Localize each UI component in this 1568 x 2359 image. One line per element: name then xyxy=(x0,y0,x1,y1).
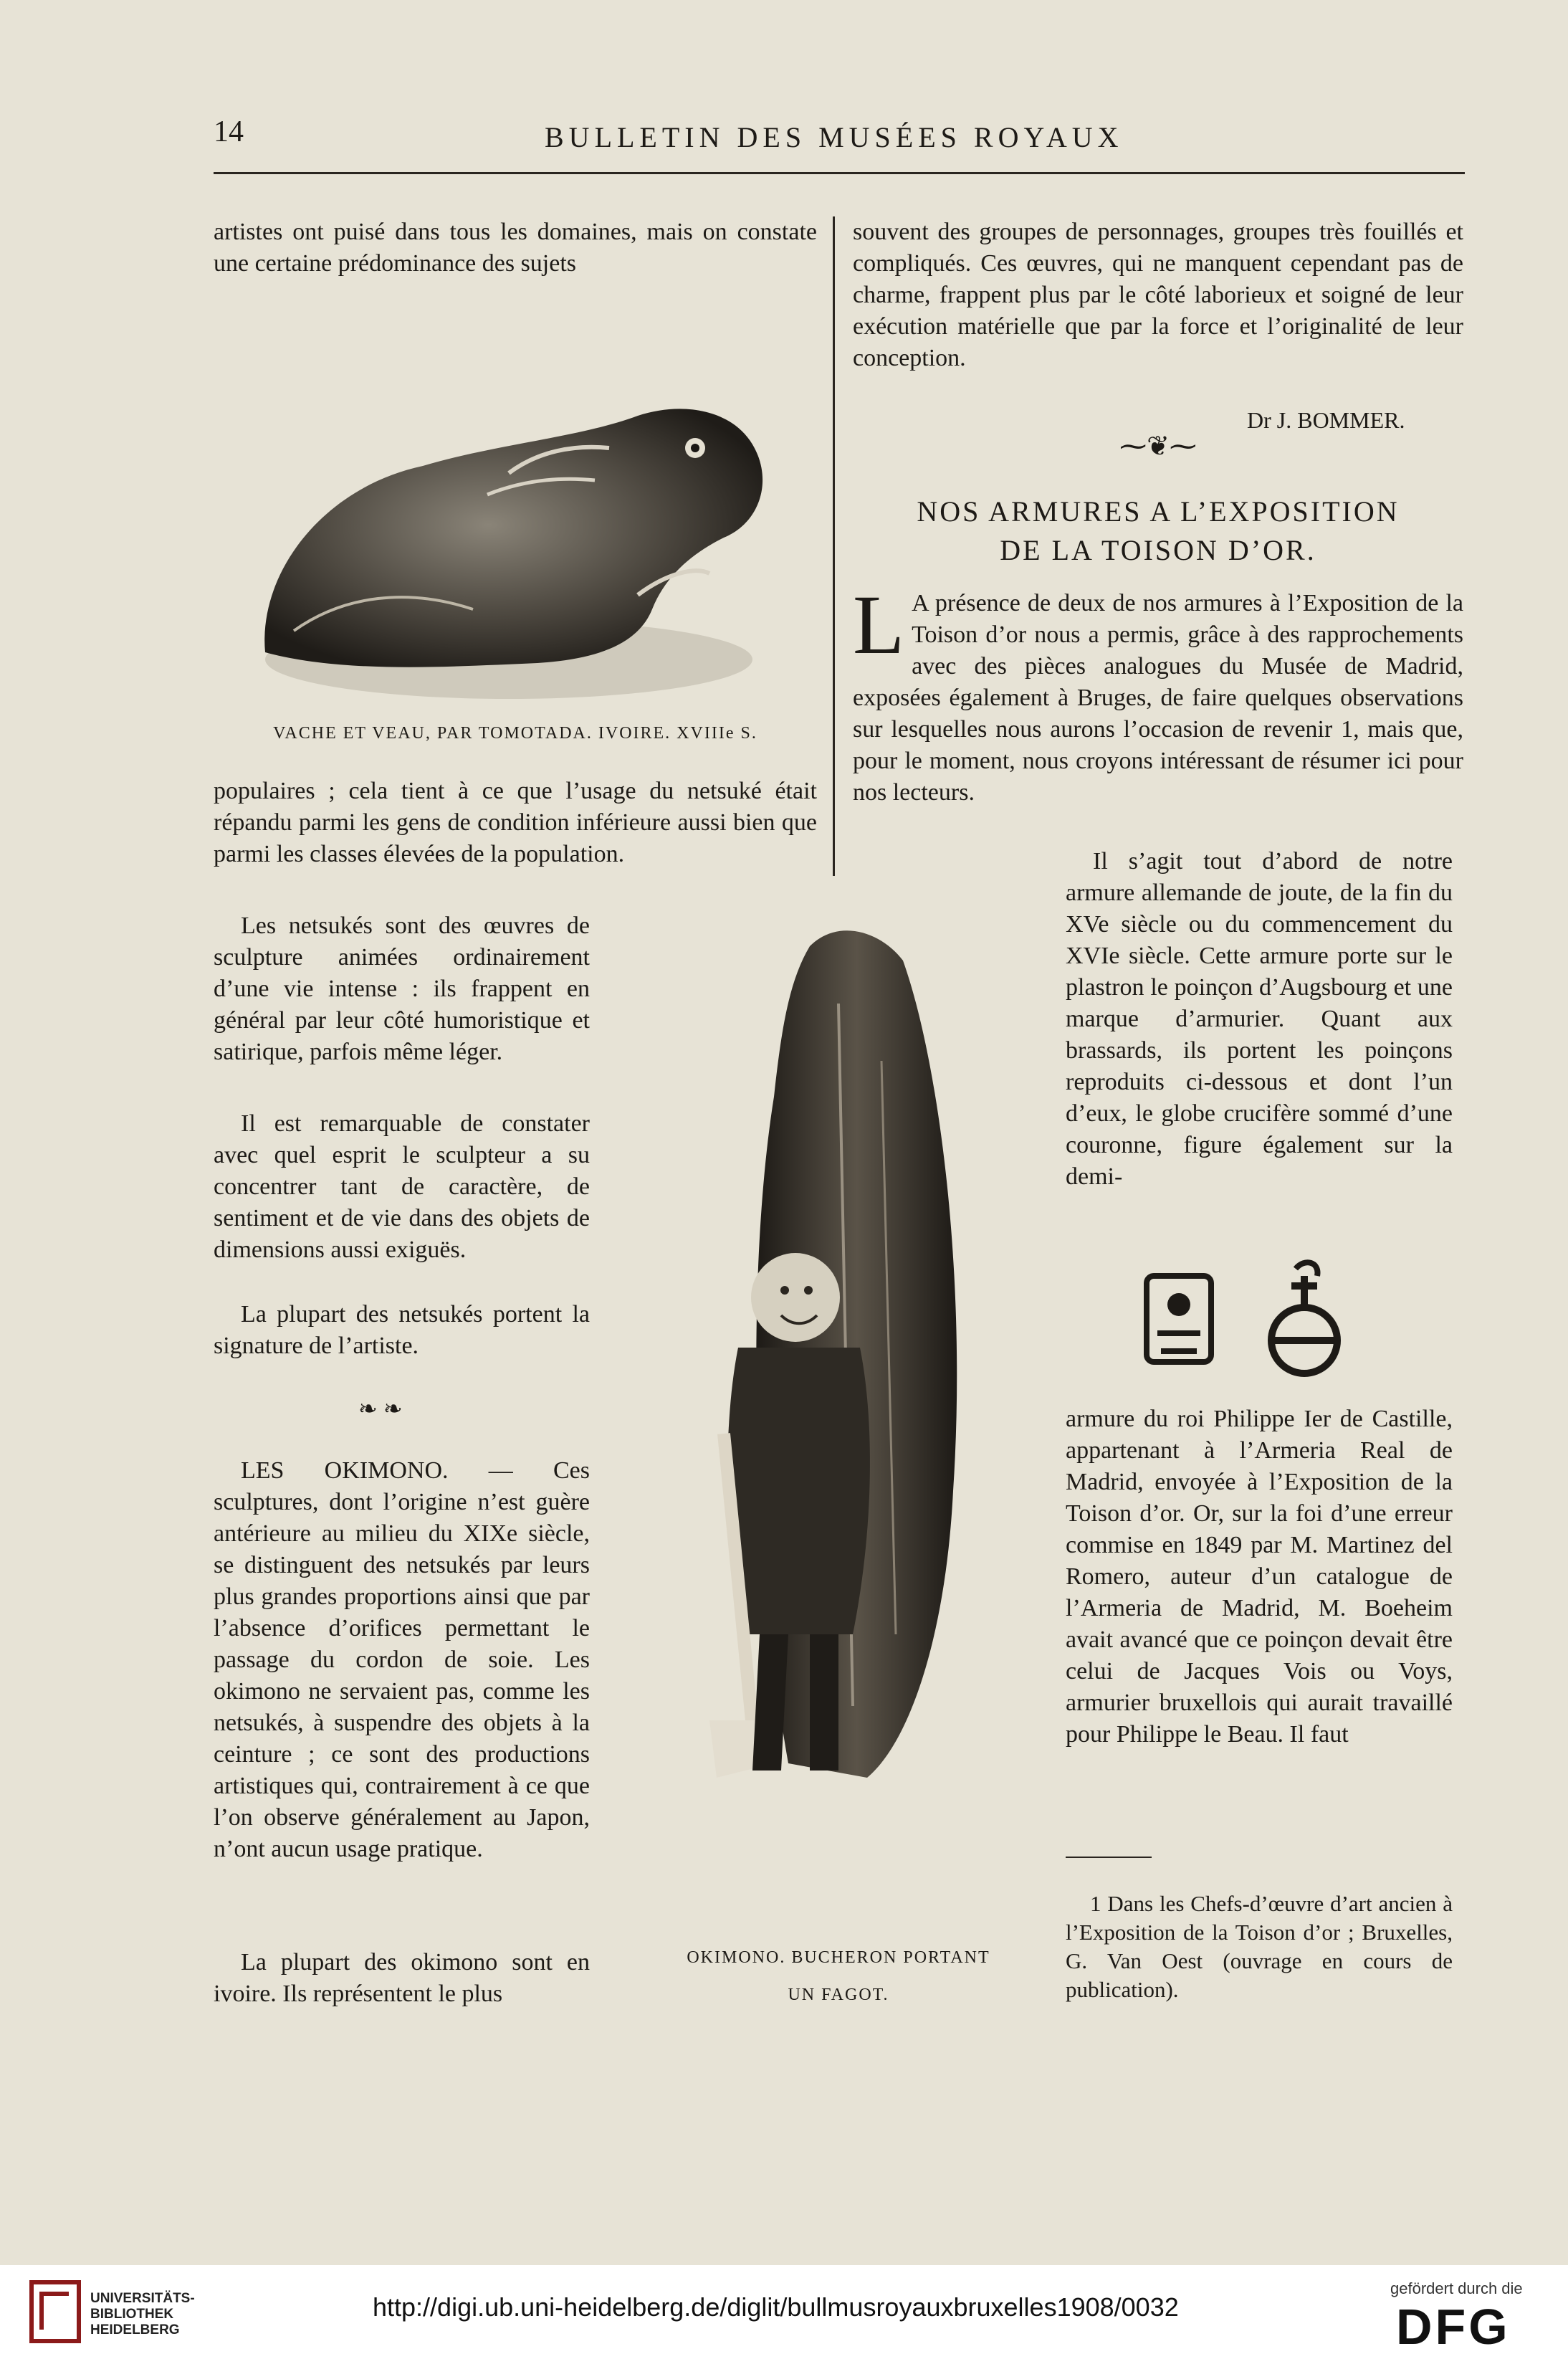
globe-cross-punch-mark xyxy=(1271,1262,1337,1373)
drop-cap: L xyxy=(853,578,905,672)
right-para-armure: Il s’agit tout d’abord de notre armure allemande de joute, de la fin du XVe siècle ou du commencement du XVIe siècle. Cette armure porte sur le plastron le poinçon d’Augsbourg et une marque d’armurier. Quant aux brassards, ils portent les poinçons reproduits ci-dessous et dont l’un d’eux, le globe crucifère sommé d’une couronne, figure également sur la demi- xyxy=(1066,848,1453,1190)
source-url[interactable]: http://digi.ub.uni-heidelberg.de/diglit/bullmusroyauxbruxelles1908/0032 xyxy=(373,2292,1179,2322)
armourer-punch-marks xyxy=(1132,1254,1390,1383)
column-divider xyxy=(833,216,835,876)
augsbourg-punch-mark xyxy=(1147,1276,1211,1362)
left-ornament: ❧ ❧ xyxy=(358,1396,403,1421)
figure2-caption-line2: UN FAGOT. xyxy=(788,1986,889,2004)
figure-okimono-woodcutter xyxy=(666,918,1010,1935)
footnote: 1 Dans les Chefs-d’œuvre d’art ancien à l’Exposition de la Toison d’or ; Bruxelles, G. Van Oest (ouvrage en cours de publication). xyxy=(1066,1891,1453,2002)
institution-name: UNIVERSITÄTS- BIBLIOTHEK HEIDELBERG xyxy=(90,2291,195,2337)
right-para-souvent: souvent des groupes de personnages, groupes très fouillés et compliqués. Ces œuvres, qui ne manquent cependant pas de charme, frappent plus par le côté laborieux et soigné de leur exécution matérielle que par la force et l’originalité de leur conception. xyxy=(853,219,1463,371)
left-para-okimono: LES OKIMONO. — Ces sculptures, dont l’origine n’est guère antérieure au milieu du XIXe siècle, se distinguent des netsukés par leurs plus grandes proportions ainsi que par l’absence d’orifices permettant le passage du cordon de soie. Les okimono ne servaient pas, comme les netsukés, à suspendre des objets à la ceinture ; ce sont des productions artistiques qui, contrairement à ce que l’on observe généralement au Japon, n’ont aucun usage pratique. xyxy=(214,1457,590,1862)
right-para-philippe: armure du roi Philippe Ier de Castille, appartenant à l’Armeria Real de Madrid, envoyée à l’Exposition de la Toison d’or. Or, sur la foi d’une erreur commise en 1849 par M. Martinez del Romero, auteur d’un catalogue de l’Armeria de Madrid, M. Boeheim avait avancé que ce poinçon devait être celui de Jacques Vois ou Voys, armurier bruxellois qui aurait travaillé pour Philippe le Beau. Il faut xyxy=(1066,1406,1453,1748)
page-number: 14 xyxy=(214,115,244,148)
right-para-presence: L A présence de deux de nos armures à l’Exposition de la Toison d’or nous a permis, grâce à des rapprochements avec des pièces analogues du Musée de Madrid, exposées également à Bruges, de faire quelques observations sur lesquelles nous aurons l’occasion de revenir 1, mais que, pour le moment, nous croyons intéressant de résumer ici pour nos lecteurs. xyxy=(853,578,1463,806)
signature: Dr J. BOMMER. xyxy=(1247,407,1405,433)
figure1-caption: VACHE ET VEAU, PAR TOMOTADA. IVOIRE. XVIIIe S. xyxy=(273,724,757,743)
left-para-plupart: La plupart des netsukés portent la signature de l’artiste. xyxy=(214,1301,590,1359)
left-para-top: artistes ont puisé dans tous les domaines, mais on constate une certaine prédominance des sujets xyxy=(214,219,817,277)
article-heading-line1: NOS ARMURES A L’EXPOSITION xyxy=(917,495,1400,528)
running-title: BULLETIN DES MUSÉES ROYAUX xyxy=(545,121,1124,153)
funding-note: gefördert durch die xyxy=(1390,2279,1523,2297)
left-para-netsukes: Les netsukés sont des œuvres de sculpture animées ordinairement d’une vie intense : ils frappent en général par leur côté humoristique et satirique, parfois même léger. xyxy=(214,912,590,1065)
figure2-caption-line1: OKIMONO. BUCHERON PORTANT xyxy=(687,1948,990,1967)
left-para-remarquable: Il est remarquable de constater avec quel esprit le sculpteur a su concentrer tant de caractère, de sentiment et de vie dans des objets de dimensions aussi exiguës. xyxy=(214,1110,590,1263)
article-heading-line2: DE LA TOISON D’OR. xyxy=(1000,534,1316,566)
footnote-rule xyxy=(1066,1857,1152,1858)
figure-cow-and-calf xyxy=(236,358,795,717)
left-para-ivoire: La plupart des okimono sont en ivoire. Ils représentent le plus xyxy=(214,1949,590,2007)
left-para-populaires: populaires ; cela tient à ce que l’usage du netsuké était répandu parmi les gens de condition inférieure aussi bien que parmi les classes élevées de la population. xyxy=(214,778,817,867)
header-rule xyxy=(214,172,1465,174)
right-ornament: ⁓❦⁓ xyxy=(1119,432,1197,462)
university-library-icon xyxy=(29,2279,82,2344)
dfg-logo: DFG xyxy=(1396,2299,1511,2355)
